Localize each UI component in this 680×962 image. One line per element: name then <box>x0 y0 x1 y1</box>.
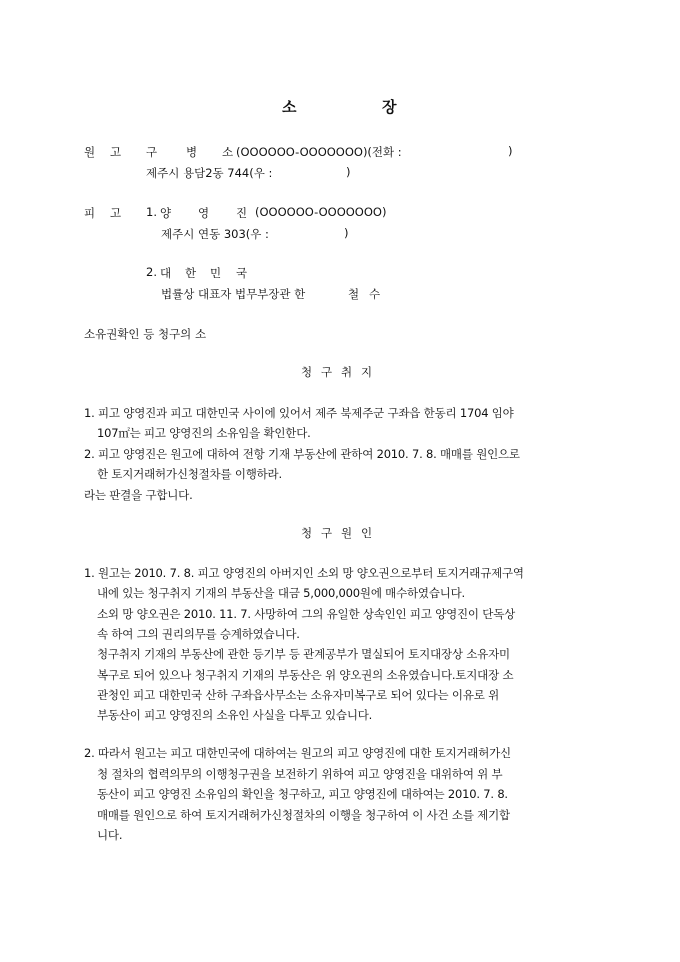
claim-purpose-line: 2. 피고 양영진은 원고에 대하여 전항 기재 부동산에 관하여 2010. 7. 8. 매매를 원인으로 <box>84 447 520 461</box>
defendant-1-id: (OOOOOO-OOOOOOO) <box>255 205 387 219</box>
defendant-2-name-2: 한 <box>185 266 197 280</box>
claim-cause-line: 속 하여 그의 권리의무를 승계하였습니다. <box>97 627 300 641</box>
plaintiff-address: 제주시 용담2동 744(우 : <box>146 166 273 180</box>
claim-cause-heading-char: 원 <box>341 526 353 540</box>
claim-cause-line: 청 절차의 협력의무의 이행청구권을 보전하기 위하여 피고 양영진을 대위하여 위 부 <box>97 767 503 781</box>
defendant-1-address: 제주시 연동 303(우 : <box>161 227 269 241</box>
claim-cause-heading-char: 청 <box>301 526 313 540</box>
defendant-1-address-close: ) <box>344 226 349 240</box>
defendant-2-representative-name-2: 수 <box>369 287 381 301</box>
plaintiff-id-phone: (OOOOOO-OOOOOOO)(전화 : <box>236 145 402 159</box>
claim-cause-line: 2. 따라서 원고는 피고 대한민국에 대하여는 원고의 피고 양영진에 대한 토지거래허가신 <box>84 746 511 760</box>
claim-purpose-heading-char: 청 <box>301 365 313 379</box>
claim-purpose-line: 한 토지거래허가신청절차를 이행하라. <box>97 467 282 481</box>
defendant-1-name-1: 양 <box>160 206 172 220</box>
claim-cause-line: 1. 원고는 2010. 7. 8. 피고 양영진의 아버지인 소외 망 양오권으로부터 토지거래규제구역 <box>84 566 524 580</box>
claim-purpose-heading-char: 취 <box>341 365 353 379</box>
claim-cause-heading-char: 인 <box>361 526 373 540</box>
claim-cause-line: 부동산이 피고 양영진의 소유인 사실을 다투고 있습니다. <box>97 708 373 722</box>
claim-purpose-closing: 라는 판결을 구합니다. <box>84 488 193 502</box>
claim-purpose-line: 1. 피고 양영진과 피고 대한민국 사이에 있어서 제주 북제주군 구좌읍 한동리 1704 임야 <box>84 406 514 420</box>
defendant-2-name-1: 대 <box>160 266 172 280</box>
claim-cause-line: 관청인 피고 대한민국 산하 구좌읍사무소는 소유자미복구로 되어 있다는 이유로 위 <box>97 688 500 702</box>
defendant-2-representative-name-1: 철 <box>348 287 360 301</box>
plaintiff-address-close: ) <box>346 165 351 179</box>
claim-cause-line: 소외 망 양오권은 2010. 11. 7. 사망하여 그의 유일한 상속인인 피고 양영진이 단독상 <box>97 607 516 621</box>
defendant-1-name-3: 진 <box>236 206 248 220</box>
claim-purpose-heading-char: 구 <box>321 365 333 379</box>
plaintiff-label-2: 고 <box>110 145 122 159</box>
defendant-2-name-3: 민 <box>210 266 222 280</box>
claim-cause-line: 동산이 피고 양영진 소유임의 확인을 청구하고, 피고 양영진에 대하여는 2010. 7. 8. <box>97 787 508 801</box>
defendant-2-name-4: 국 <box>236 266 248 280</box>
claim-cause-line: 복구로 되어 있으나 청구취지 기재의 부동산은 위 양오권의 소유였습니다.토지대장 소 <box>97 668 514 682</box>
defendant-label-2: 고 <box>110 206 122 220</box>
defendant-1-number: 1. <box>146 205 157 219</box>
defendant-2-number: 2. <box>146 265 157 279</box>
title-char-1: 소 <box>282 98 297 116</box>
claim-purpose-line: 107㎡는 피고 양영진의 소유임을 확인한다. <box>97 426 311 440</box>
title-char-2: 장 <box>382 98 397 116</box>
claim-cause-line: 니다. <box>97 828 123 842</box>
plaintiff-name-2: 병 <box>186 145 198 159</box>
claim-cause-line: 내에 있는 청구취지 기재의 부동산을 대금 5,000,000원에 매수하였습니다. <box>97 586 466 600</box>
plaintiff-name-3: 소 <box>222 145 234 159</box>
defendant-label-1: 피 <box>84 206 96 220</box>
plaintiff-name-1: 구 <box>146 145 158 159</box>
claim-purpose-heading-char: 지 <box>361 365 373 379</box>
case-name: 소유권확인 등 청구의 소 <box>84 327 207 341</box>
claim-cause-heading-char: 구 <box>321 526 333 540</box>
plaintiff-id-phone-close: ) <box>508 144 513 158</box>
claim-cause-line: 청구취지 기재의 부동산에 관한 등기부 등 관계공부가 멸실되어 토지대장상 소유자미 <box>97 647 510 661</box>
claim-cause-line: 매매를 원인으로 하여 토지거래허가신청절차의 이행을 청구하여 이 사건 소를 제기합 <box>97 808 510 822</box>
plaintiff-label-1: 원 <box>84 145 96 159</box>
defendant-2-representative: 법률상 대표자 법무부장관 한 <box>161 287 306 301</box>
defendant-1-name-2: 영 <box>198 206 210 220</box>
